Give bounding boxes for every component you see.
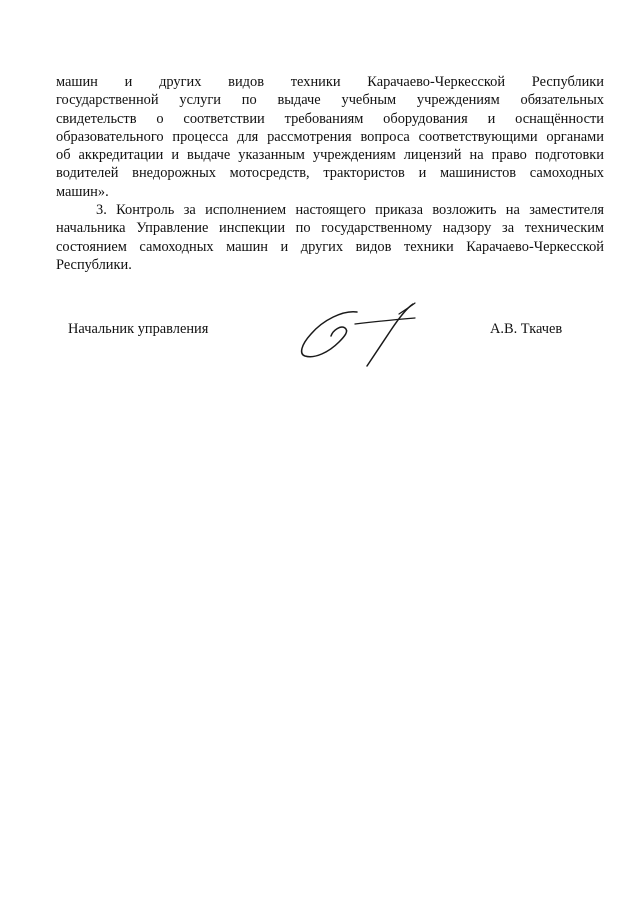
text-line: машин». xyxy=(56,183,109,200)
signatory-title: Начальник управления xyxy=(68,321,209,337)
text-line: состоянием самоходных машин и других видов техники Карачаево-Черкесской xyxy=(56,238,604,255)
document-body xyxy=(56,73,604,274)
text-line: 3. Контроль за исполнением настоящего приказа возложить на заместителя xyxy=(96,202,604,219)
text-line: образовательного процесса для рассмотрения вопроса соответствующими органами xyxy=(56,128,604,145)
text-line: об аккредитации и выдаче указанным учреждениям лицензий на право подготовки xyxy=(56,147,604,164)
signatory-name: А.В. Ткачев xyxy=(490,321,563,337)
text-line: начальника Управление инспекции по государственному надзору за техническим xyxy=(56,220,604,237)
handwritten-signature xyxy=(295,298,425,370)
text-line: машин и других видов техники Карачаево-Черкесской Республики xyxy=(56,74,604,90)
text-line: государственной услуги по выдаче учебным учреждениям обязательных xyxy=(56,92,604,109)
text-line: свидетельств о соответствии требованиям оборудования и оснащённости xyxy=(56,110,604,127)
text-line: водителей внедорожных мотосредств, трактористов и машинистов самоходных xyxy=(56,165,604,182)
text-line: Республики. xyxy=(56,256,132,273)
